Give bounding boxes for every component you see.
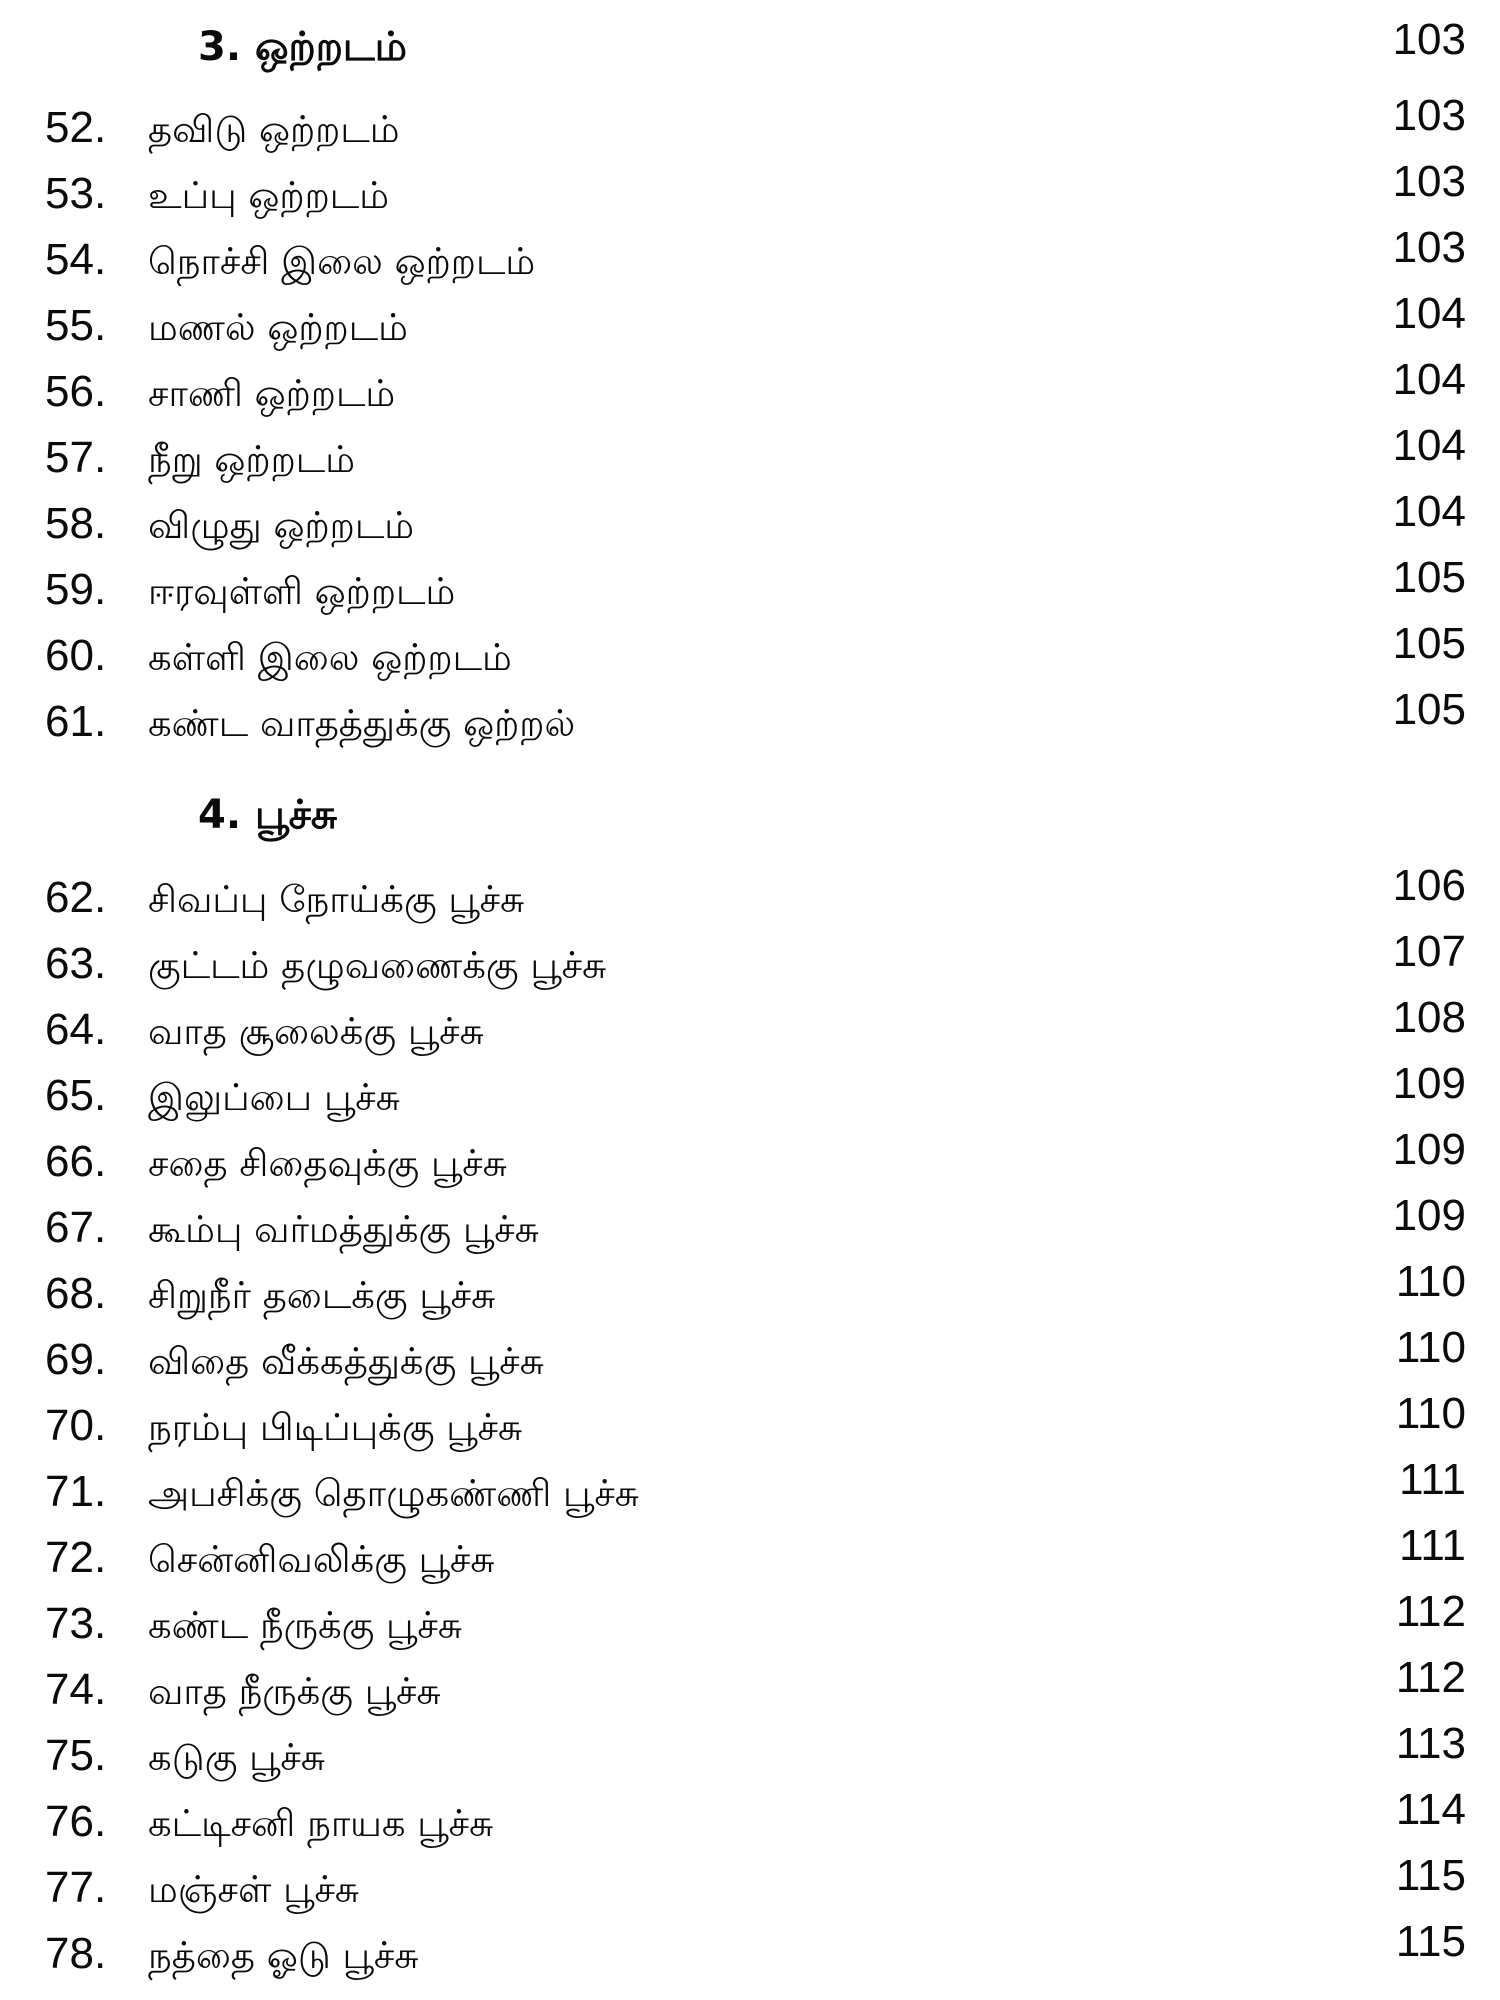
- entry-title: குட்டம் தழுவணைக்கு பூச்சு: [148, 944, 607, 987]
- entry-page-number: 110: [1395, 1257, 1466, 1306]
- toc-entry: [0, 1521, 1500, 1596]
- toc-entry: [0, 1389, 1500, 1464]
- toc-entry: [0, 487, 1500, 562]
- entry-page-number: 103: [1392, 223, 1466, 272]
- toc-entry: [0, 355, 1500, 430]
- entry-title: இலுப்பை பூச்சு: [148, 1076, 400, 1119]
- entry-title: தவிடு ஒற்றடம்: [148, 108, 400, 151]
- toc-entry: [0, 553, 1500, 628]
- section-page-number: 103: [1392, 15, 1466, 64]
- entry-page-number: 112: [1395, 1587, 1466, 1636]
- entry-title: சிவப்பு நோய்க்கு பூச்சு: [148, 878, 525, 921]
- entry-page-number: 103: [1392, 157, 1466, 206]
- entry-page-number: 110: [1395, 1323, 1466, 1372]
- entry-title: கட்டிசனி நாயக பூச்சு: [148, 1802, 494, 1845]
- entry-page-number: 108: [1392, 993, 1466, 1042]
- entry-title: அபசிக்கு தொழுகண்ணி பூச்சு: [148, 1472, 639, 1515]
- entry-title: உப்பு ஒற்றடம்: [148, 174, 389, 217]
- entry-number: 71.: [45, 1467, 107, 1516]
- entry-number: 65.: [45, 1071, 107, 1120]
- entry-number: 77.: [45, 1863, 107, 1912]
- entry-page-number: 104: [1392, 289, 1466, 338]
- entry-page-number: 103: [1392, 91, 1466, 140]
- entry-page-number: 114: [1395, 1785, 1466, 1834]
- entry-number: 75.: [45, 1731, 107, 1780]
- entry-page-number: 115: [1395, 1851, 1466, 1900]
- entry-page-number: 110: [1395, 1389, 1466, 1438]
- entry-number: 78.: [45, 1929, 107, 1978]
- toc-entry: [0, 91, 1500, 166]
- entry-page-number: 115: [1395, 1917, 1466, 1966]
- toc-entry: [0, 1125, 1500, 1200]
- entry-number: 54.: [45, 235, 107, 284]
- entry-page-number: 104: [1392, 421, 1466, 470]
- entry-number: 72.: [45, 1533, 107, 1582]
- entry-number: 56.: [45, 367, 107, 416]
- entry-title: நரம்பு பிடிப்புக்கு பூச்சு: [148, 1406, 523, 1449]
- entry-page-number: 104: [1392, 487, 1466, 536]
- entry-title: கூம்பு வர்மத்துக்கு பூச்சு: [148, 1208, 539, 1251]
- toc-entry: [0, 1587, 1500, 1662]
- entry-title: சாணி ஒற்றடம்: [148, 372, 396, 415]
- toc-entry: [0, 1323, 1500, 1398]
- entry-page-number: 111: [1399, 1521, 1466, 1570]
- entry-title: ஈரவுள்ளி ஒற்றடம்: [148, 570, 456, 613]
- entry-number: 60.: [45, 631, 107, 680]
- entry-number: 58.: [45, 499, 107, 548]
- entry-title: கடுகு பூச்சு: [148, 1736, 326, 1779]
- entry-page-number: 104: [1392, 355, 1466, 404]
- entry-number: 70.: [45, 1401, 107, 1450]
- section-heading: 4. பூச்சு: [198, 792, 338, 838]
- entry-title: வாத நீருக்கு பூச்சு: [148, 1670, 441, 1713]
- section-heading: 3. ஒற்றடம்: [198, 24, 407, 70]
- toc-entry: [0, 157, 1500, 232]
- toc-entry: [0, 1719, 1500, 1794]
- toc-entry: [0, 223, 1500, 298]
- toc-entry: [0, 861, 1500, 936]
- entry-number: 57.: [45, 433, 107, 482]
- toc-entry: [0, 1059, 1500, 1134]
- entry-page-number: 111: [1399, 1455, 1466, 1504]
- entry-page-number: 112: [1395, 1653, 1466, 1702]
- toc-entry: [0, 993, 1500, 1068]
- toc-entry: [0, 421, 1500, 496]
- entry-number: 64.: [45, 1005, 107, 1054]
- entry-title: நத்தை ஓடு பூச்சு: [148, 1934, 419, 1977]
- toc-entry: [0, 1191, 1500, 1266]
- entry-title: கண்ட நீருக்கு பூச்சு: [148, 1604, 462, 1647]
- entry-number: 74.: [45, 1665, 107, 1714]
- toc-entry: [0, 1785, 1500, 1860]
- entry-number: 76.: [45, 1797, 107, 1846]
- entry-number: 73.: [45, 1599, 107, 1648]
- entry-page-number: 105: [1392, 685, 1466, 734]
- toc-entry: [0, 289, 1500, 364]
- entry-number: 61.: [45, 697, 107, 746]
- toc-entry: [0, 1455, 1500, 1530]
- entry-title: விழுது ஒற்றடம்: [148, 504, 415, 547]
- entry-page-number: 113: [1395, 1719, 1466, 1768]
- entry-number: 53.: [45, 169, 107, 218]
- entry-title: நீறு ஒற்றடம்: [148, 438, 355, 481]
- entry-number: 63.: [45, 939, 107, 988]
- toc-entry: [0, 1257, 1500, 1332]
- entry-number: 68.: [45, 1269, 107, 1318]
- entry-title: மணல் ஒற்றடம்: [148, 306, 408, 349]
- entry-title: மஞ்சள் பூச்சு: [148, 1868, 360, 1911]
- toc-entry: [0, 619, 1500, 694]
- entry-page-number: 106: [1392, 861, 1466, 910]
- toc-entry: [0, 685, 1500, 760]
- entry-page-number: 105: [1392, 553, 1466, 602]
- entry-number: 69.: [45, 1335, 107, 1384]
- toc-entry: [0, 1917, 1500, 1992]
- entry-page-number: 105: [1392, 619, 1466, 668]
- entry-page-number: 109: [1392, 1191, 1466, 1240]
- entry-number: 55.: [45, 301, 107, 350]
- entry-page-number: 109: [1392, 1125, 1466, 1174]
- entry-number: 62.: [45, 873, 107, 922]
- entry-title: நொச்சி இலை ஒற்றடம்: [148, 240, 536, 283]
- toc-entry: [0, 1653, 1500, 1728]
- entry-title: சதை சிதைவுக்கு பூச்சு: [148, 1142, 507, 1185]
- entry-number: 67.: [45, 1203, 107, 1252]
- entry-title: கள்ளி இலை ஒற்றடம்: [148, 636, 512, 679]
- entry-title: விதை வீக்கத்துக்கு பூச்சு: [148, 1340, 544, 1383]
- toc-entry: [0, 1851, 1500, 1926]
- entry-title: வாத சூலைக்கு பூச்சு: [148, 1010, 484, 1053]
- entry-title: கண்ட வாதத்துக்கு ஒற்றல்: [148, 702, 576, 745]
- entry-title: சென்னிவலிக்கு பூச்சு: [148, 1538, 495, 1581]
- toc-entry: [0, 927, 1500, 1002]
- entry-number: 52.: [45, 103, 107, 152]
- entry-page-number: 109: [1392, 1059, 1466, 1108]
- entry-title: சிறுநீர் தடைக்கு பூச்சு: [148, 1274, 496, 1317]
- entry-page-number: 107: [1392, 927, 1466, 976]
- entry-number: 59.: [45, 565, 107, 614]
- entry-number: 66.: [45, 1137, 107, 1186]
